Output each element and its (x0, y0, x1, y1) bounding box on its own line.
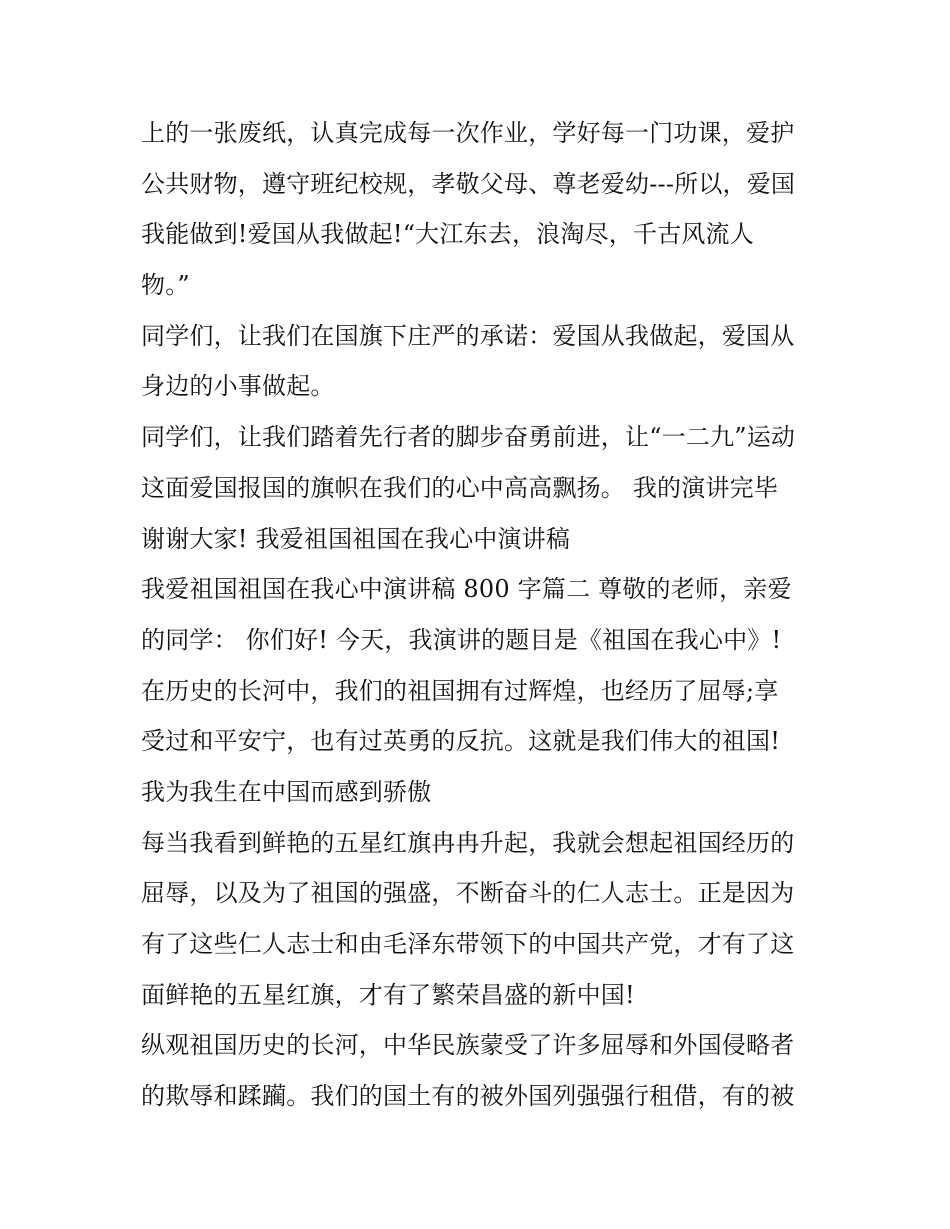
text-line: 公共财物，遵守班纪校规，孝敬父母、尊老爱幼---所以，爱国 (141, 169, 796, 198)
text-line: 物。” (141, 271, 190, 300)
text-line: 的同学： 你们好! 今天，我演讲的题目是《祖国在我心中》! (141, 625, 782, 654)
text-line: 的欺辱和蹂躏。我们的国土有的被外国列强强行租借，有的被 (141, 1082, 795, 1111)
text-line: 谢谢大家! 我爱祖国祖国在我心中演讲稿 (141, 524, 571, 553)
text-line: 同学们，让我们踏着先行者的脚步奋勇前进，让“一二九”运动 (141, 423, 796, 452)
text-line: 面鲜艳的五星红旗，才有了繁荣昌盛的新中国! (141, 980, 635, 1009)
text-line: 有了这些仁人志士和由毛泽东带领下的中国共产党，才有了这 (141, 930, 795, 958)
text-line: 我能做到!爱国从我做起!“大江东去，浪淘尽，千古风流人 (141, 220, 754, 249)
text-line: 纵观祖国历史的长河，中华民族蒙受了许多屈辱和外国侵略者 (141, 1031, 795, 1060)
text-line: 上的一张废纸，认真完成每一次作业，学好每一门功课，爱护 (141, 119, 795, 147)
text-line: 我爱祖国祖国在我心中演讲稿 800 字篇二 尊敬的老师，亲爱 (141, 575, 792, 604)
text-line: 屈辱，以及为了祖国的强盛，不断奋斗的仁人志士。正是因为 (141, 879, 795, 908)
text-line: 我为我生在中国而感到骄傲 (141, 777, 432, 806)
document-body (141, 108, 821, 1122)
text-line: 同学们，让我们在国旗下庄严的承诺：爱国从我做起，爱国从 (141, 321, 795, 350)
text-line: 在历史的长河中，我们的祖国拥有过辉煌，也经历了屈辱;享 (141, 676, 779, 705)
text-line: 受过和平安宁，也有过英勇的反抗。这就是我们伟大的祖国! (141, 727, 781, 756)
text-line: 身边的小事做起。 (141, 372, 335, 401)
text-line: 每当我看到鲜艳的五星红旗冉冉升起，我就会想起祖国经历的 (141, 828, 795, 857)
text-line: 这面爱国报国的旗帜在我们的心中高高飘扬。 我的演讲完毕 (141, 473, 779, 502)
